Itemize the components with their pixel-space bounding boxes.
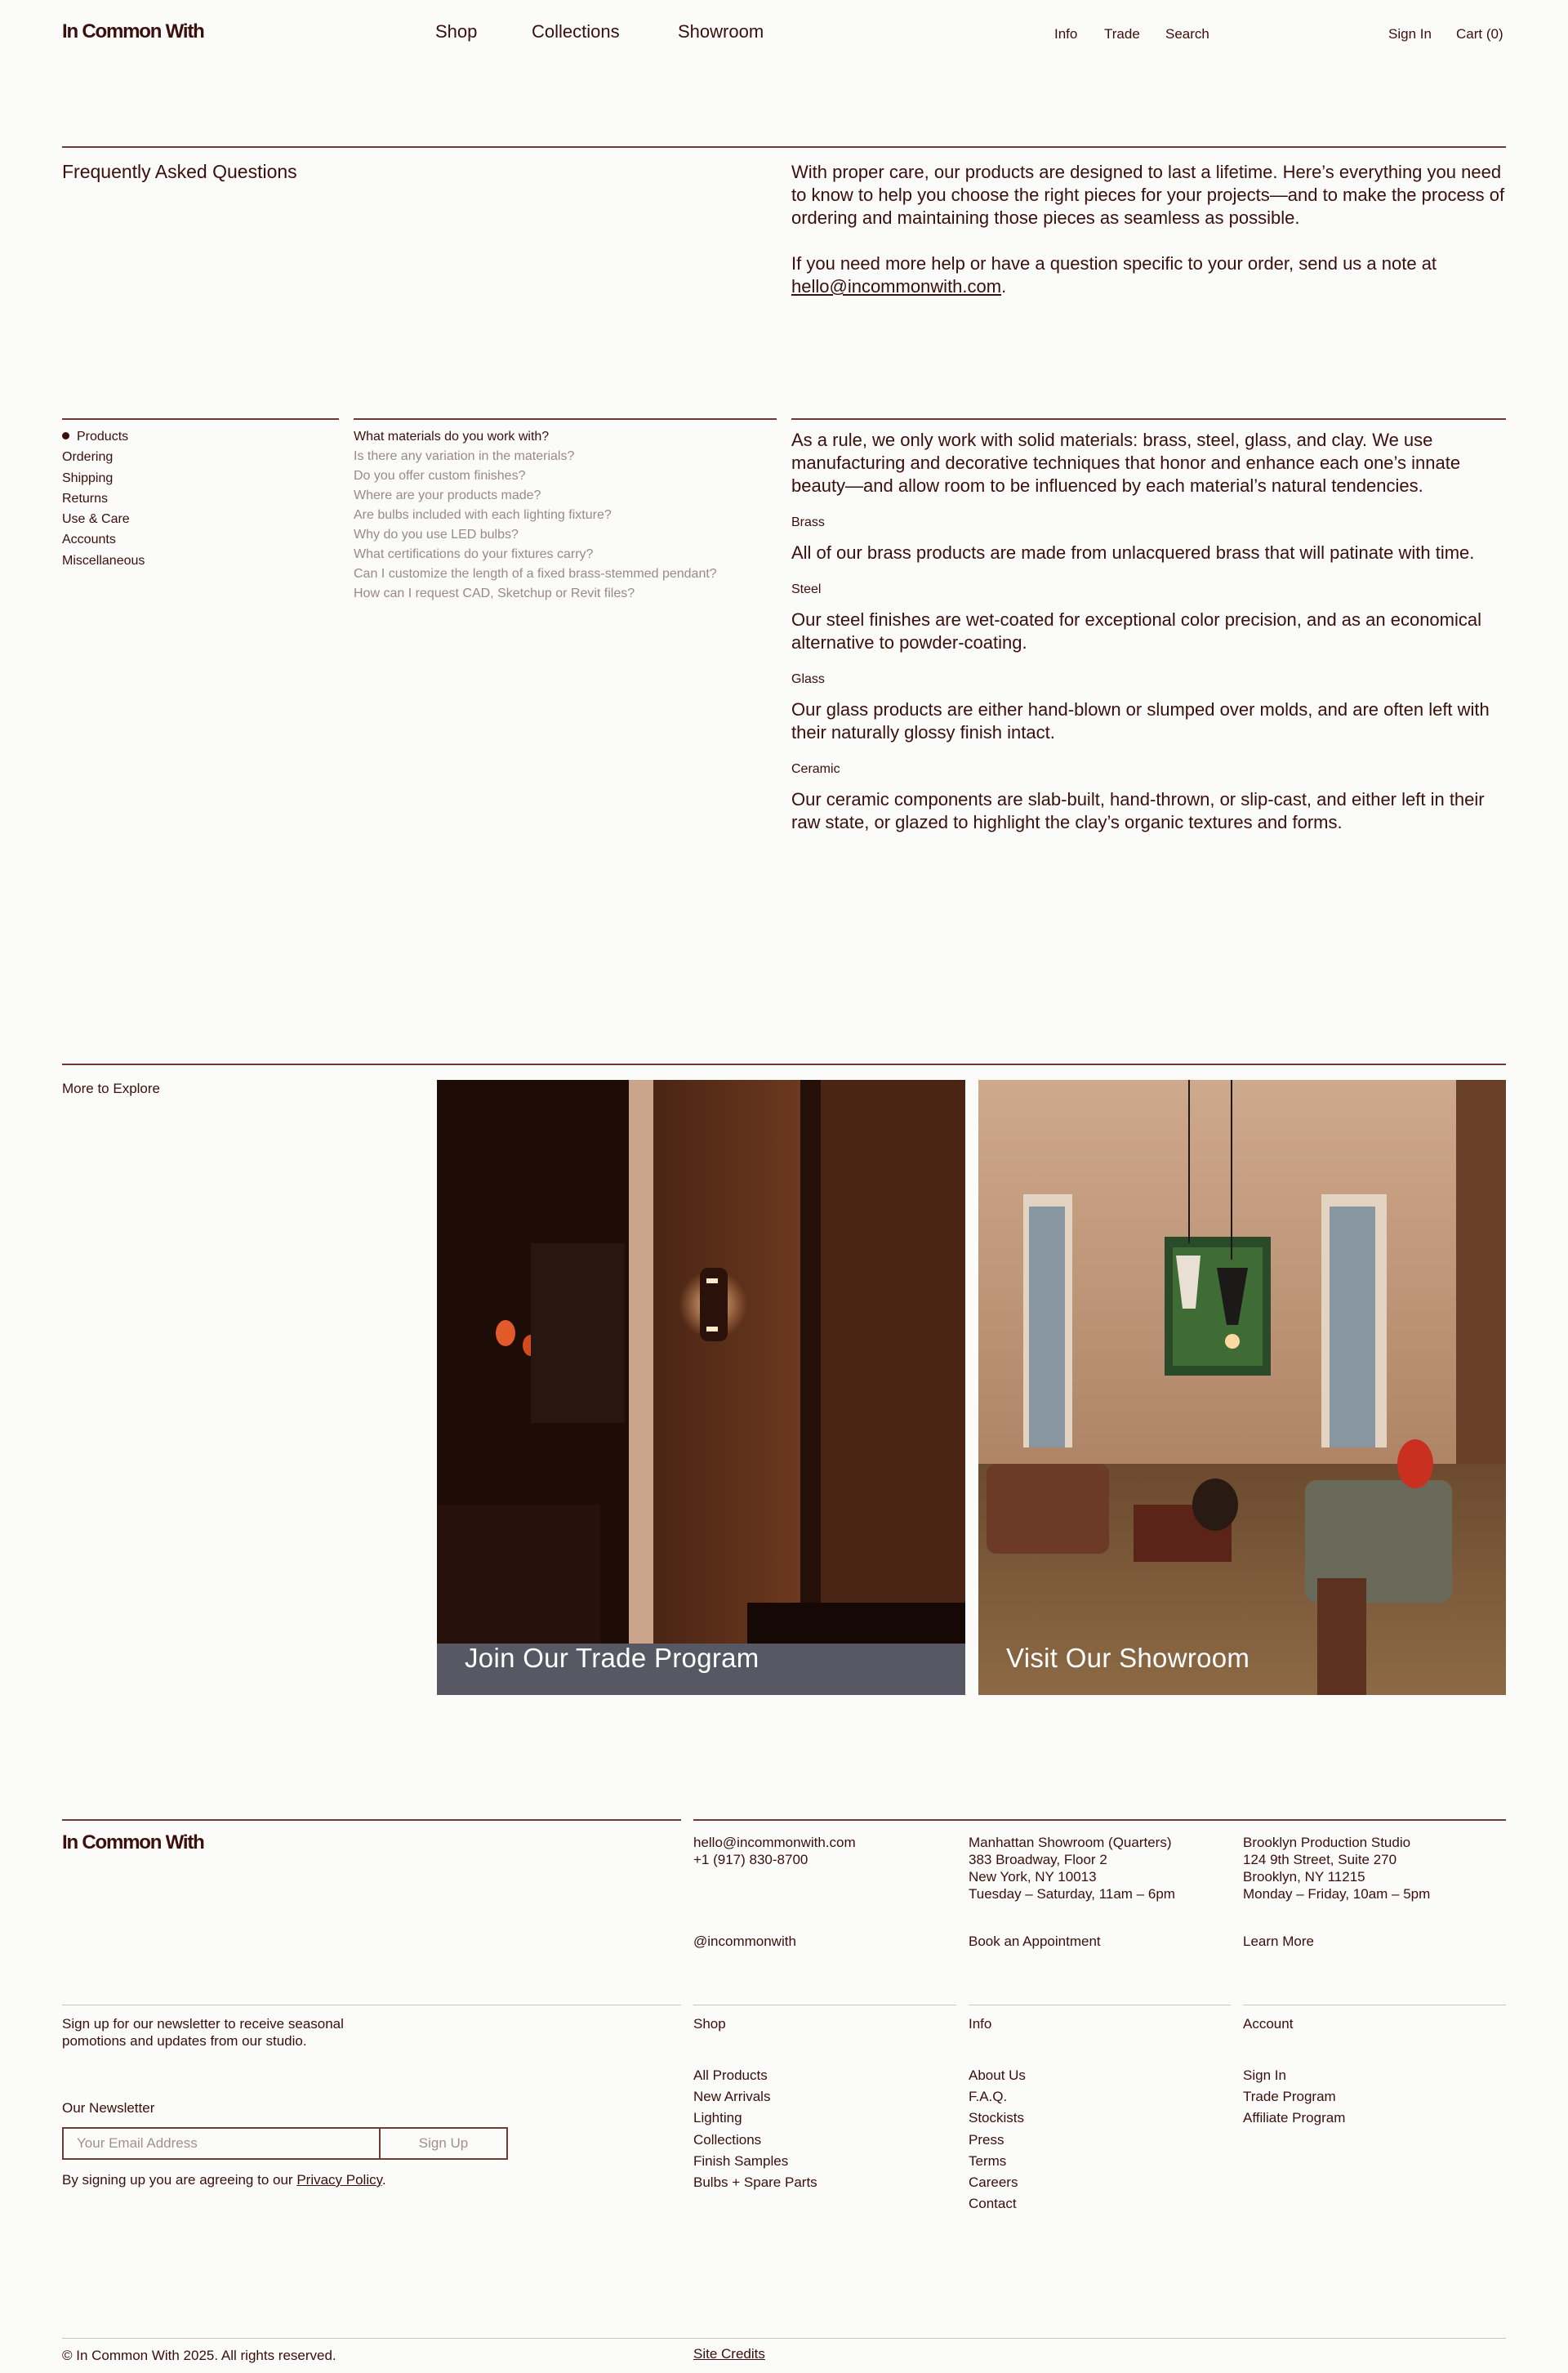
cart-link[interactable]: Cart (0): [1456, 26, 1503, 42]
footer-account-title: Account: [1243, 2016, 1294, 2032]
footer-contact: [693, 1834, 856, 1868]
footer-link-sign-in[interactable]: Sign In: [1243, 2067, 1286, 2083]
footer-link-terms[interactable]: Terms: [969, 2152, 1007, 2169]
footer-info-list: [969, 2065, 1026, 2215]
answer-heading-steel: Steel: [791, 582, 822, 596]
footer-phone[interactable]: +1 (917) 830-8700: [693, 1852, 808, 1867]
nav-search[interactable]: Search: [1165, 26, 1209, 42]
answer-text-brass: All of our brass products are made from unlacquered brass that will patinate with time.: [791, 542, 1475, 563]
faq-answer-rule: [791, 418, 1506, 420]
showroom-label: Visit Our Showroom: [1006, 1643, 1250, 1673]
brooklyn-title: Brooklyn Production Studio: [1243, 1835, 1411, 1850]
nav-shop[interactable]: Shop: [435, 21, 478, 42]
newsletter-email-input[interactable]: [62, 2127, 381, 2160]
footer-rule-right: [693, 1819, 1506, 1821]
footer-logo[interactable]: In Common With: [62, 1831, 204, 1853]
faq-category-accounts[interactable]: Accounts: [62, 533, 116, 547]
faq-question[interactable]: Are bulbs included with each lighting fixture?: [354, 508, 612, 522]
faq-question[interactable]: Can I customize the length of a fixed brass-stemmed pendant?: [354, 567, 717, 581]
showroom-card[interactable]: [978, 1080, 1506, 1695]
manhattan-title: Manhattan Showroom (Quarters): [969, 1835, 1172, 1850]
faq-contact-suffix: .: [1001, 276, 1007, 297]
manhattan-address-2: New York, NY 10013: [969, 1869, 1097, 1885]
faq-intro-paragraph: With proper care, our products are designed to last a lifetime. Here’s everything you need to know to help you choose the right pieces for your projects—and to make the process of ordering and maintaining those pieces as seamless as possible.: [791, 162, 1505, 228]
footer-link-lighting[interactable]: Lighting: [693, 2110, 742, 2126]
footer-bottom-rule: [62, 2338, 1506, 2339]
faq-email-link[interactable]: hello@incommonwith.com: [791, 276, 1002, 297]
nav-trade[interactable]: Trade: [1104, 26, 1140, 42]
faq-category-ordering[interactable]: Ordering: [62, 450, 114, 465]
answer-text-ceramic: Our ceramic components are slab-built, hand-thrown, or slip-cast, and either left in their raw state, or glazed to highlight the clay’s organic textures and forms.: [791, 789, 1485, 832]
faq-category-list: [62, 426, 145, 571]
footer-link-collections[interactable]: Collections: [693, 2131, 762, 2148]
faq-categories-rule: [62, 418, 339, 420]
answer-heading-ceramic: Ceramic: [791, 762, 840, 776]
newsletter-signup-button[interactable]: [379, 2127, 508, 2160]
brooklyn-address-2: Brooklyn, NY 11215: [1243, 1869, 1365, 1885]
site-logo[interactable]: In Common With: [62, 20, 204, 42]
book-appointment-link[interactable]: Book an Appointment: [969, 1934, 1101, 1949]
faq-question[interactable]: Do you offer custom finishes?: [354, 469, 526, 483]
faq-question[interactable]: Why do you use LED bulbs?: [354, 528, 519, 542]
footer-rule-left: [62, 1819, 681, 1821]
faq-question[interactable]: What certifications do your fixtures carry?: [354, 547, 594, 561]
footer-shop-list: [693, 2065, 817, 2193]
answer-heading-brass: Brass: [791, 515, 825, 529]
answer-text-glass: Our glass products are either hand-blown or slumped over molds, and are often left with their naturally glossy finish intact.: [791, 699, 1490, 743]
faq-answer: [791, 429, 1506, 834]
faq-category-returns[interactable]: Returns: [62, 491, 109, 506]
footer-link-faq[interactable]: F.A.Q.: [969, 2089, 1008, 2105]
faq-contact-text: If you need more help or have a question specific to your order, send us a note at: [791, 253, 1437, 274]
manhattan-address-1: 383 Broadway, Floor 2: [969, 1852, 1107, 1867]
footer-link-new-arrivals[interactable]: New Arrivals: [693, 2089, 771, 2105]
newsletter-blurb: Sign up for our newsletter to receive seasonal pomotions and updates from our studio.: [62, 2016, 344, 2049]
explore-rule: [62, 1064, 1506, 1065]
footer-link-affiliate[interactable]: Affiliate Program: [1243, 2110, 1346, 2126]
nav-collections[interactable]: Collections: [532, 21, 620, 42]
brooklyn-hours: Monday – Friday, 10am – 5pm: [1243, 1886, 1431, 1902]
footer-link-contact[interactable]: Contact: [969, 2196, 1017, 2212]
faq-question[interactable]: How can I request CAD, Sketchup or Revit files?: [354, 587, 635, 600]
explore-title: More to Explore: [62, 1081, 160, 1096]
faq-category-miscellaneous[interactable]: Miscellaneous: [62, 553, 145, 568]
newsletter-email-placeholder: Your Email Address: [77, 2135, 198, 2151]
footer-instagram-link[interactable]: @incommonwith: [693, 1934, 796, 1949]
sign-in-link[interactable]: Sign In: [1388, 26, 1432, 42]
newsletter-consent: [62, 2171, 386, 2188]
newsletter-label: Our Newsletter: [62, 2100, 155, 2116]
footer-link-trade-program[interactable]: Trade Program: [1243, 2089, 1336, 2105]
showroom-image: [978, 1080, 1506, 1695]
footer-shop-title: Shop: [693, 2016, 726, 2032]
faq-intro: [791, 161, 1506, 298]
faq-question[interactable]: What materials do you work with?: [354, 430, 550, 444]
answer-heading-glass: Glass: [791, 672, 825, 686]
footer-info-title: Info: [969, 2016, 992, 2032]
footer-account-list: [1243, 2065, 1345, 2130]
nav-showroom[interactable]: Showroom: [678, 21, 764, 42]
footer-link-bulbs[interactable]: Bulbs + Spare Parts: [693, 2175, 817, 2191]
manhattan-hours: Tuesday – Saturday, 11am – 6pm: [969, 1886, 1175, 1902]
footer-email[interactable]: hello@incommonwith.com: [693, 1835, 856, 1850]
faq-category-shipping[interactable]: Shipping: [62, 471, 114, 485]
footer-link-stockists[interactable]: Stockists: [969, 2110, 1025, 2126]
faq-contact-paragraph: [791, 252, 1506, 298]
footer-manhattan: [969, 1834, 1175, 1902]
learn-more-link[interactable]: Learn More: [1243, 1934, 1314, 1949]
newsletter-consent-text: By signing up you are agreeing to our: [62, 2172, 297, 2188]
trade-program-label: Join Our Trade Program: [465, 1643, 760, 1673]
site-credits-link[interactable]: Site Credits: [693, 2346, 765, 2362]
trade-program-image: [437, 1080, 965, 1695]
faq-top-rule: [62, 146, 1506, 148]
answer-text-steel: Our steel finishes are wet-coated for exceptional color precision, and as an economical alternative to powder-coating.: [791, 609, 1482, 653]
footer-link-careers[interactable]: Careers: [969, 2175, 1018, 2191]
faq-question[interactable]: Is there any variation in the materials?: [354, 449, 575, 463]
footer-link-press[interactable]: Press: [969, 2131, 1004, 2148]
privacy-policy-link[interactable]: Privacy Policy: [296, 2172, 382, 2188]
brooklyn-address-1: 124 9th Street, Suite 270: [1243, 1852, 1397, 1867]
footer-link-all-products[interactable]: All Products: [693, 2067, 768, 2083]
faq-category-use-care[interactable]: Use & Care: [62, 512, 130, 527]
newsletter-consent-suffix: .: [381, 2172, 386, 2188]
faq-question-list: [354, 427, 717, 604]
trade-program-card[interactable]: [437, 1080, 965, 1695]
page-title: Frequently Asked Questions: [62, 161, 297, 182]
footer-brooklyn: [1243, 1834, 1430, 1902]
faq-category-products[interactable]: Products: [62, 426, 145, 447]
answer-lead: As a rule, we only work with solid materials: brass, steel, glass, and clay. We use manufacturing and decorative techniques that honor and enhance each one’s innate beauty—and allow room to be influenced by each material’s natural tendencies.: [791, 430, 1461, 496]
faq-question[interactable]: Where are your products made?: [354, 488, 541, 502]
footer-link-finish-samples[interactable]: Finish Samples: [693, 2152, 789, 2169]
faq-questions-rule: [354, 418, 777, 420]
copyright: © In Common With 2025. All rights reserved.: [62, 2348, 336, 2363]
nav-info[interactable]: Info: [1054, 26, 1078, 42]
footer-link-about[interactable]: About Us: [969, 2067, 1026, 2083]
newsletter-signup-label: Sign Up: [418, 2135, 469, 2151]
